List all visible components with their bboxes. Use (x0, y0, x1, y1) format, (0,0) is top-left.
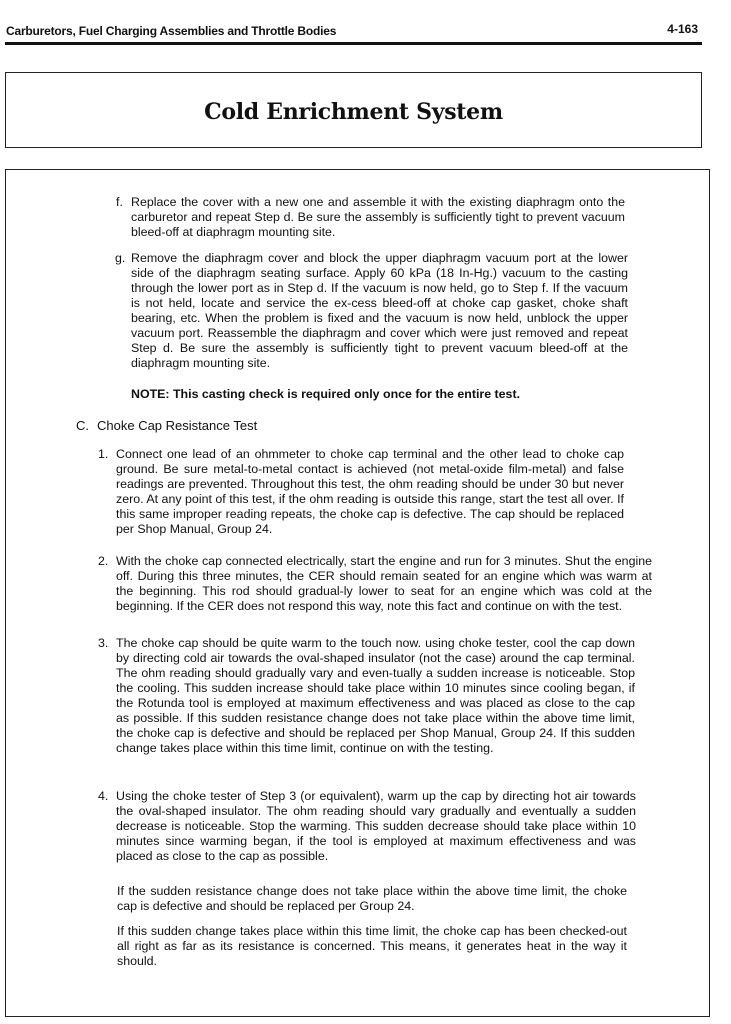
list-item-text: The choke cap should be quite warm to the touch now. using choke tester, cool the cap down by directing cold air towards the oval-shaped insulator (not the case) around the cap terminal. The ohm reading should gradually vary and even-tually a sudden increase is noticeable. Stop the cooling. This sudden increase should take place within 10 minutes since cooling began, if the Rotunda tool is employed at maximum effectiveness and was placed as close to the cap as possible. If this sudden resistance change does not take place within the above time limit, the choke cap is defective and should be replaced per Shop Manual, Group 24. If this sudden change takes place within this time limit, continue on with the testing. (116, 636, 635, 755)
list-item-text: Connect one lead of an ohmmeter to choke cap terminal and the other lead to choke cap ground. Be sure metal-to-metal contact is achieved (not metal-oxide film-metal) and false readings are prevented. Throughout this test, the ohm reading should be under 30 but never zero. At any point of this test, if the ohm reading is outside this range, start the test all over. If this same improper reading repeats, the choke cap is defective. The cap should be replaced per Shop Manual, Group 24. (116, 447, 624, 536)
list-item-step-4 (98, 789, 636, 864)
section-marker: C. (76, 418, 89, 433)
section-heading-c (76, 418, 257, 433)
list-item-f (116, 195, 625, 240)
list-marker: 3. (98, 636, 109, 650)
list-marker: g. (115, 251, 126, 265)
list-item-step-1 (98, 447, 624, 537)
title-box (5, 72, 702, 148)
list-marker: f. (116, 195, 123, 209)
list-item-step-3 (98, 636, 635, 756)
list-item-step-2 (98, 554, 652, 614)
list-item-text: With the choke cap connected electrically, start the engine and run for 3 minutes. Shut the engine off. During this three minutes, the CER should remain seated for an engine which was warm at the beginning. This rod should gradual-ly lower to seat for an engine which was cold at the beginning. If the CER does not respond this way, note this fact and continue on with the test. (116, 554, 652, 613)
list-marker: 4. (98, 789, 109, 803)
note: NOTE: This casting check is required only once for the entire test. (131, 387, 521, 401)
list-item-text: Using the choke tester of Step 3 (or equivalent), warm up the cap by directing hot air towards the oval-shaped insulator. The ohm reading should vary gradually and eventually a sudden decrease is noticeable. Stop the warming. This sudden decrease should take place within 10 minutes since warming began, if the tool is employed at maximum effectiveness and was placed as close to the cap as possible. (116, 789, 636, 863)
section-label: Choke Cap Resistance Test (97, 418, 258, 433)
list-marker: 1. (98, 447, 109, 461)
page-title: Cold Enrichment System (204, 99, 503, 125)
header-rule (5, 42, 702, 45)
paragraph: If the sudden resistance change does not take place within the above time limit, the choke cap is defective and should be replaced per Group 24. (117, 884, 627, 913)
header-section-title: Carburetors, Fuel Charging Assemblies and Throttle Bodies (6, 24, 337, 38)
page-number: 4-163 (667, 22, 698, 36)
paragraph: If this sudden change takes place within this time limit, the choke cap has been checked-out all right as far as its resistance is concerned. This means, it generates heat in the way it should. (117, 924, 627, 968)
list-item-g (115, 251, 628, 371)
list-item-text: Remove the diaphragm cover and block the upper diaphragm vacuum port at the lower side of the diaphragm seating surface. Apply 60 kPa (18 In-Hg.) vacuum to the casting through the lower port as in Step d. If the vacuum is now held, go to Step f. If the vacuum is not held, locate and service the ex-cess bleed-off at choke cap gasket, choke shaft bearing, etc. When the problem is fixed and the vacuum is now held, unblock the upper vacuum port. Reassemble the diaphragm and cover which were just removed and repeat Step d. Be sure the assembly is sufficiently tight to prevent vacuum bleed-off at the diaphragm mounting site. (131, 251, 628, 370)
list-marker: 2. (98, 554, 109, 568)
list-item-text: Replace the cover with a new one and assemble it with the existing diaphragm onto the carburetor and repeat Step d. Be sure the assembly is sufficiently tight to prevent vacuum bleed-off at diaphragm mounting site. (131, 195, 625, 239)
